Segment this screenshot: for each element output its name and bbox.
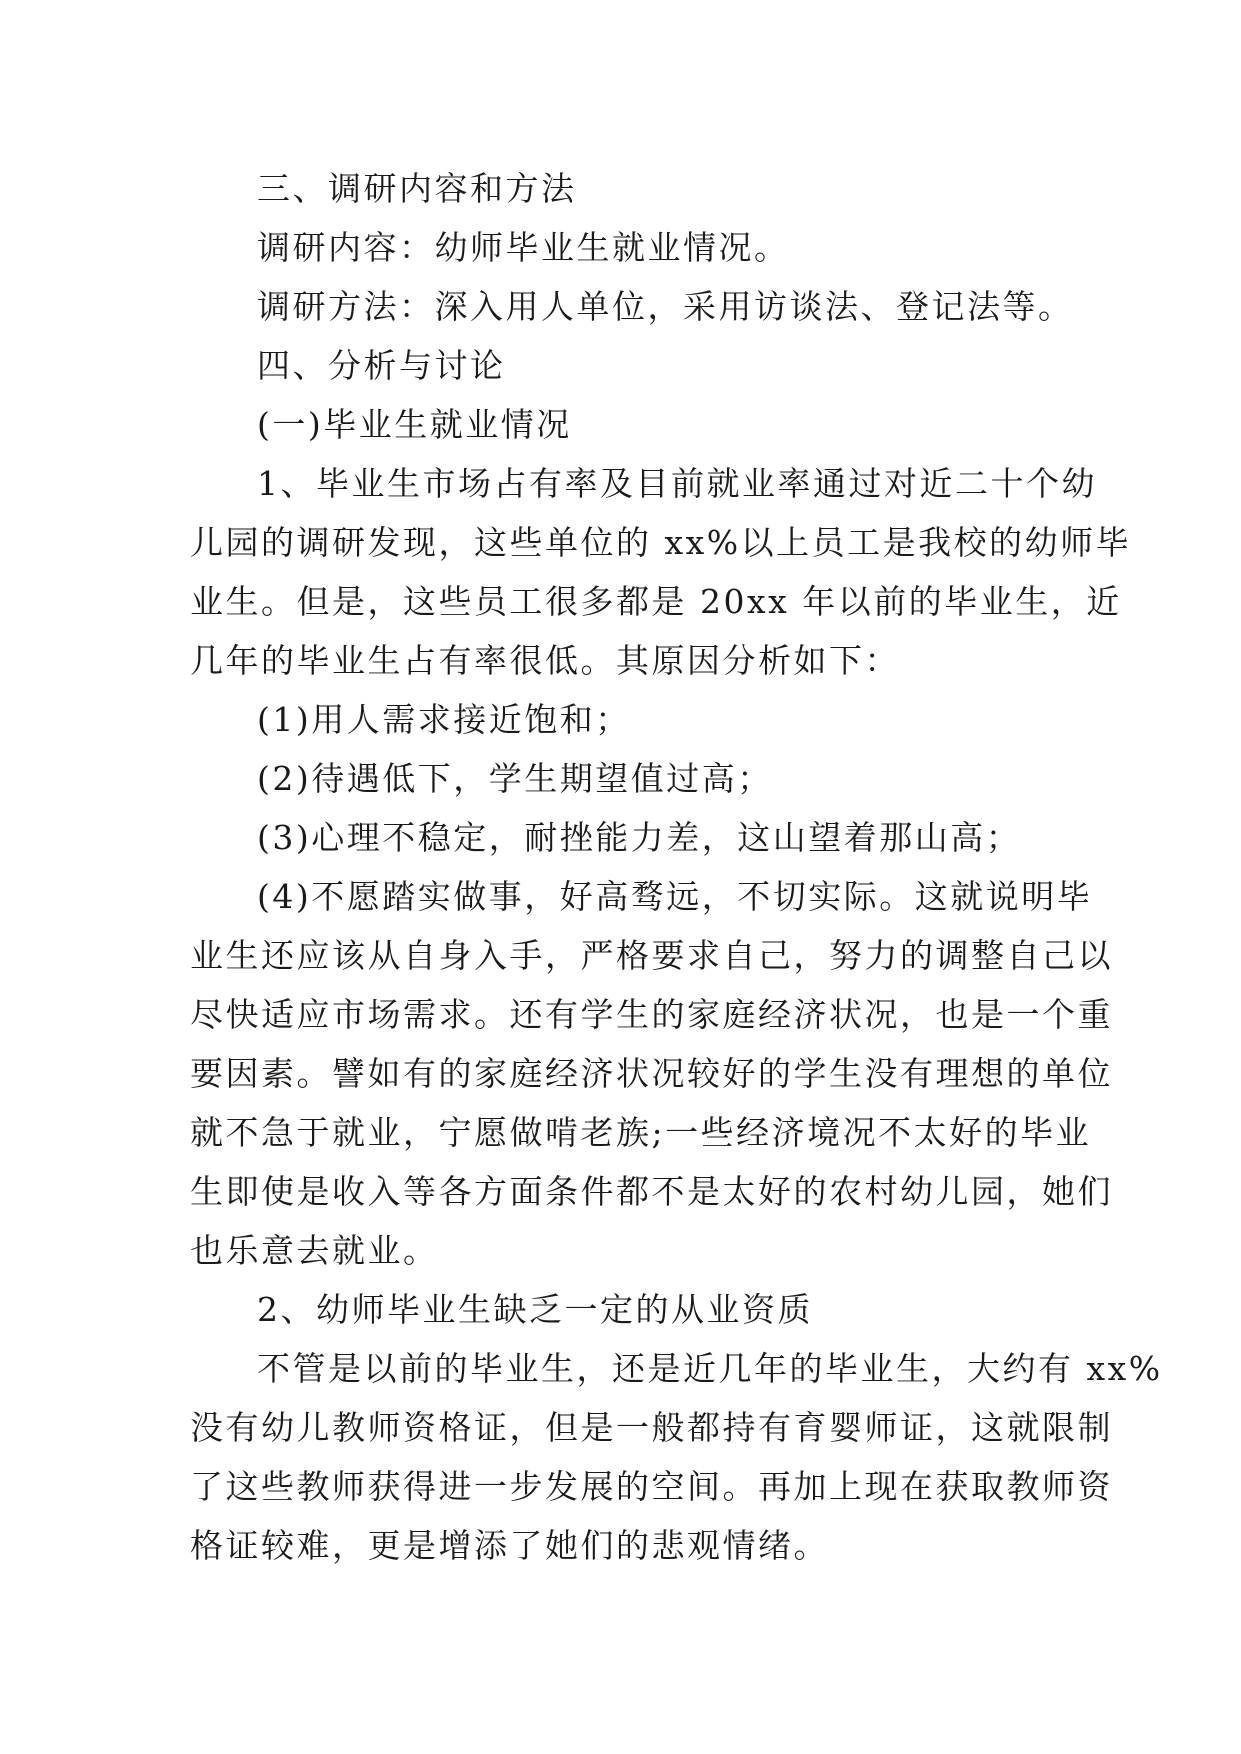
- list-item: (3)心理不稳定，耐挫能力差，这山望着那山高；: [257, 818, 1022, 857]
- list-item: (1)用人需求接近饱和；: [257, 700, 631, 739]
- text-line: 调研方法：深入用人单位，采用访谈法、登记法等。: [257, 287, 1074, 326]
- subsection-heading: (一)毕业生就业情况: [257, 405, 572, 444]
- text-line: 调研内容：幼师毕业生就业情况。: [257, 228, 790, 267]
- text-line: 就不急于就业，宁愿做啃老族;一些经济境况不太好的毕业: [190, 1113, 1092, 1152]
- list-item: (2)待遇低下，学生期望值过高；: [257, 759, 773, 798]
- list-item: (4)不愿踏实做事，好高骛远，不切实际。这就说明毕: [257, 877, 1093, 916]
- text-line: 没有幼儿教师资格证，但是一般都持有育婴师证，这就限制: [190, 1408, 1113, 1447]
- subsection-heading: 2、幼师毕业生缺乏一定的从业资质: [257, 1290, 813, 1329]
- text-line: 格证较难，更是增添了她们的悲观情绪。: [190, 1526, 829, 1565]
- text-line: 要因素。譬如有的家庭经济状况较好的学生没有理想的单位: [190, 1054, 1113, 1093]
- section-heading: 三、调研内容和方法: [257, 169, 577, 208]
- text-line: 不管是以前的毕业生，还是近几年的毕业生，大约有 xx%: [257, 1349, 1163, 1388]
- text-line: 尽快适应市场需求。还有学生的家庭经济状况，也是一个重: [190, 995, 1113, 1034]
- text-line: 业生还应该从自身入手，严格要求自己，努力的调整自己以: [190, 936, 1113, 975]
- section-heading: 四、分析与讨论: [257, 346, 506, 385]
- text-line: 儿园的调研发现，这些单位的 xx%以上员工是我校的幼师毕: [190, 523, 1132, 562]
- text-line: 业生。但是，这些员工很多都是 20xx 年以前的毕业生，近: [190, 582, 1122, 621]
- text-line: 也乐意去就业。: [190, 1231, 439, 1270]
- document-body: [190, 159, 1163, 1575]
- text-line: 几年的毕业生占有率很低。其原因分析如下：: [190, 641, 900, 680]
- text-line: 1、毕业生市场占有率及目前就业率通过对近二十个幼: [257, 464, 1097, 503]
- text-line: 了这些教师获得进一步发展的空间。再加上现在获取教师资: [190, 1467, 1113, 1506]
- text-line: 生即使是收入等各方面条件都不是太好的农村幼儿园，她们: [190, 1172, 1113, 1211]
